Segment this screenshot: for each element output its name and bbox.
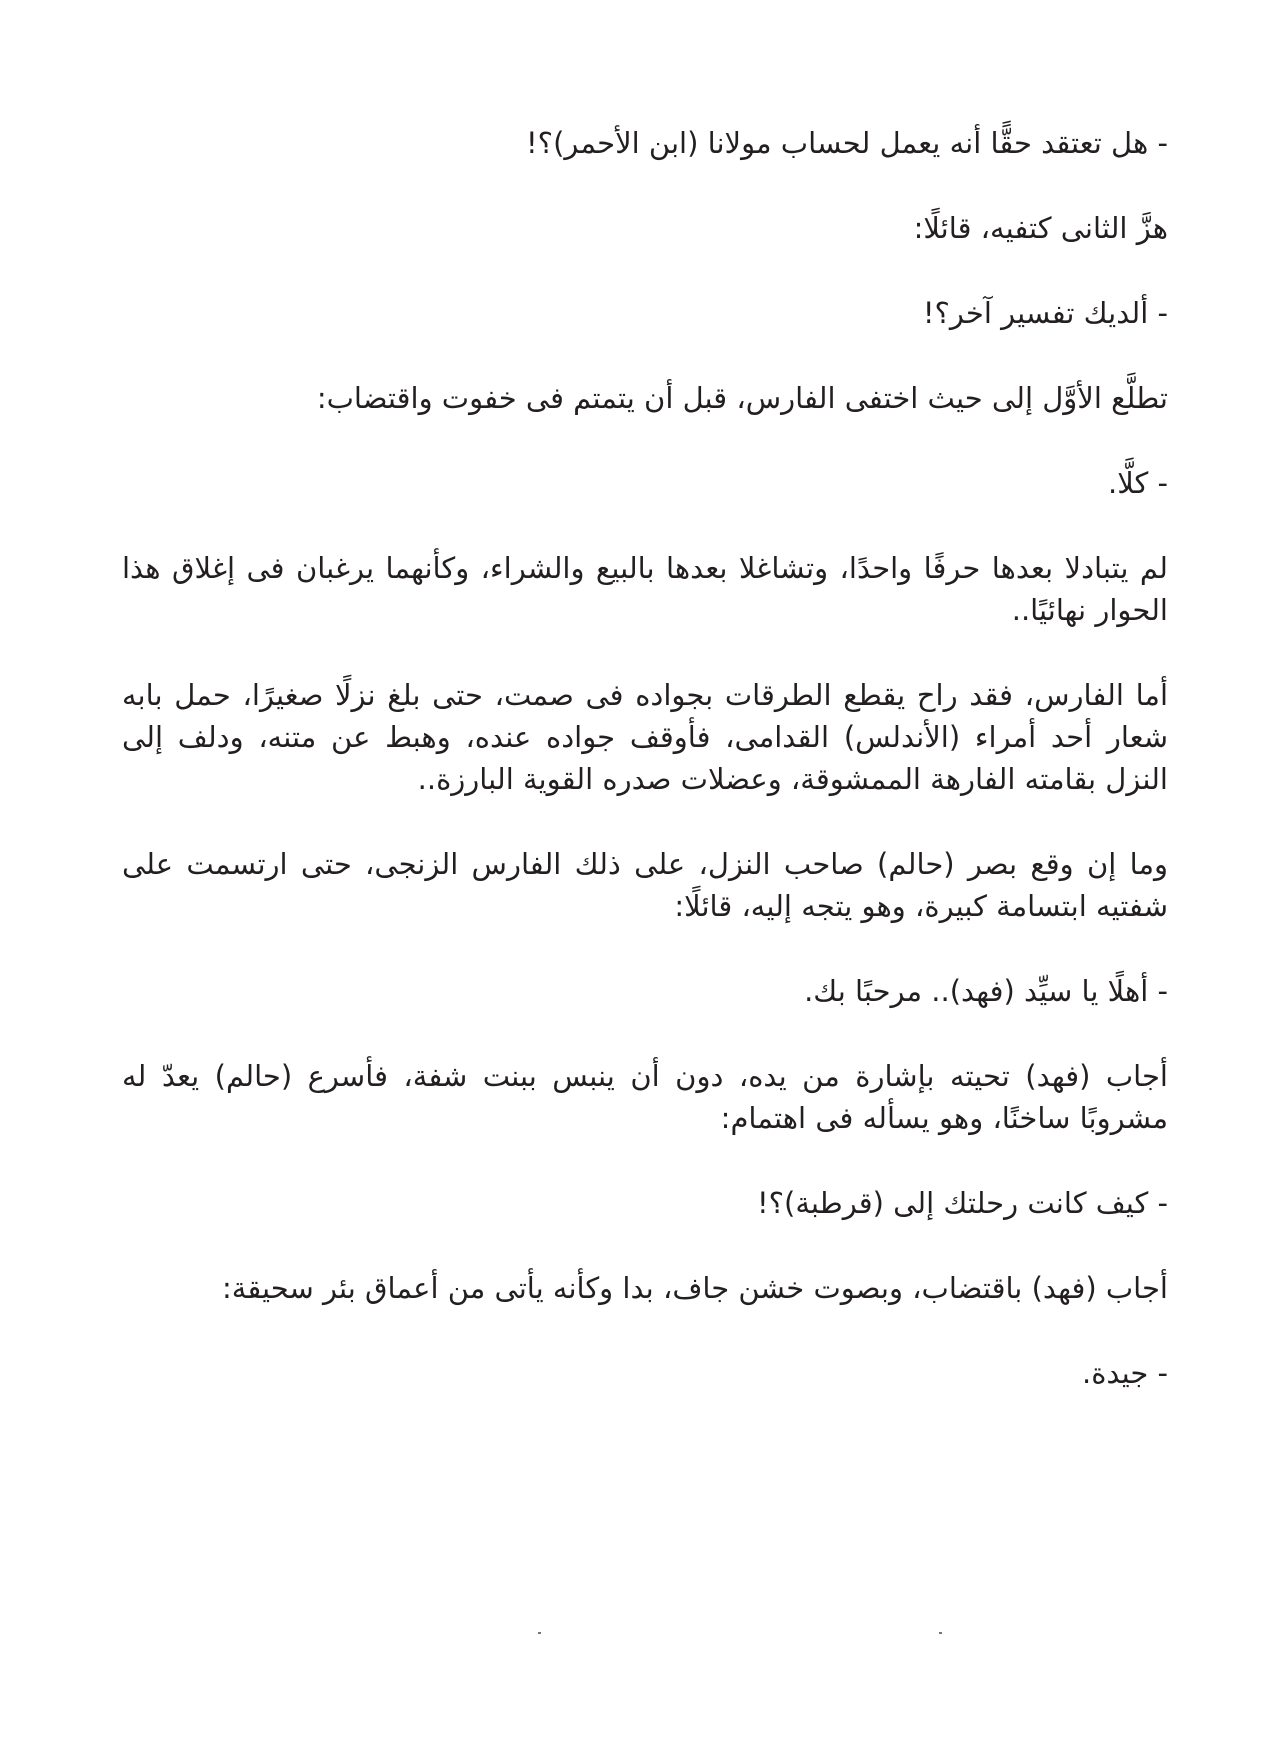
paragraph-3: - ألديك تفسير آخر؟! (922, 296, 1168, 330)
paragraph-5: - كلَّا. (1107, 466, 1168, 500)
paragraph-6: لم يتبادلا بعدها حرفًا واحدًا، وتشاغلا بعدها بالبيع والشراء، وكأنهما يرغبان فى إغلاق هذا الحوار نهائيًا.. (122, 551, 1168, 627)
paragraph-7: أما الفارس، فقد راح يقطع الطرقات بجواده فى صمت، حتى بلغ نزلًا صغيرًا، حمل بابه شعار أحد أمراء (الأندلس) القدامى، فأوقف جواده عنده، وهبط عن متنه، ودلف إلى النزل بقامته الفارهة الممشوقة، وعضلات صدره القوية البارزة.. (122, 678, 1168, 796)
body-text (122, 122, 1168, 1394)
paragraph-10: أجاب (فهد) تحيته بإشارة من يده، دون أن ينبس ببنت شفة، فأسرع (حالم) يعدّ له مشروبًا ساخنًا، وهو يسأله فى اهتمام: (122, 1059, 1168, 1135)
paragraph-1: - هل تعتقد حقًّا أنه يعمل لحساب مولانا (ابن الأحمر)؟! (526, 126, 1168, 160)
paragraph-11: - كيف كانت رحلتك إلى (قرطبة)؟! (757, 1186, 1168, 1220)
paragraph-9: - أهلًا يا سيِّد (فهد).. مرحبًا بك. (804, 974, 1168, 1008)
paragraph-2: هزَّ الثانى كتفيه، قائلًا: (913, 211, 1168, 245)
paragraph-12: أجاب (فهد) باقتضاب، وبصوت خشن جاف، بدا وكأنه يأتى من أعماق بئر سحيقة: (222, 1271, 1168, 1305)
print-mark-right (939, 1632, 942, 1634)
print-mark-left (538, 1632, 541, 1634)
paragraph-4: تطلَّع الأوَّل إلى حيث اختفى الفارس، قبل أن يتمتم فى خفوت واقتضاب: (316, 381, 1168, 415)
paragraph-13: - جيدة. (1082, 1356, 1168, 1390)
paragraph-8: وما إن وقع بصر (حالم) صاحب النزل، على ذلك الفارس الزنجى، حتى ارتسمت على شفتيه ابتسامة كبيرة، وهو يتجه إليه، قائلًا: (122, 847, 1168, 923)
